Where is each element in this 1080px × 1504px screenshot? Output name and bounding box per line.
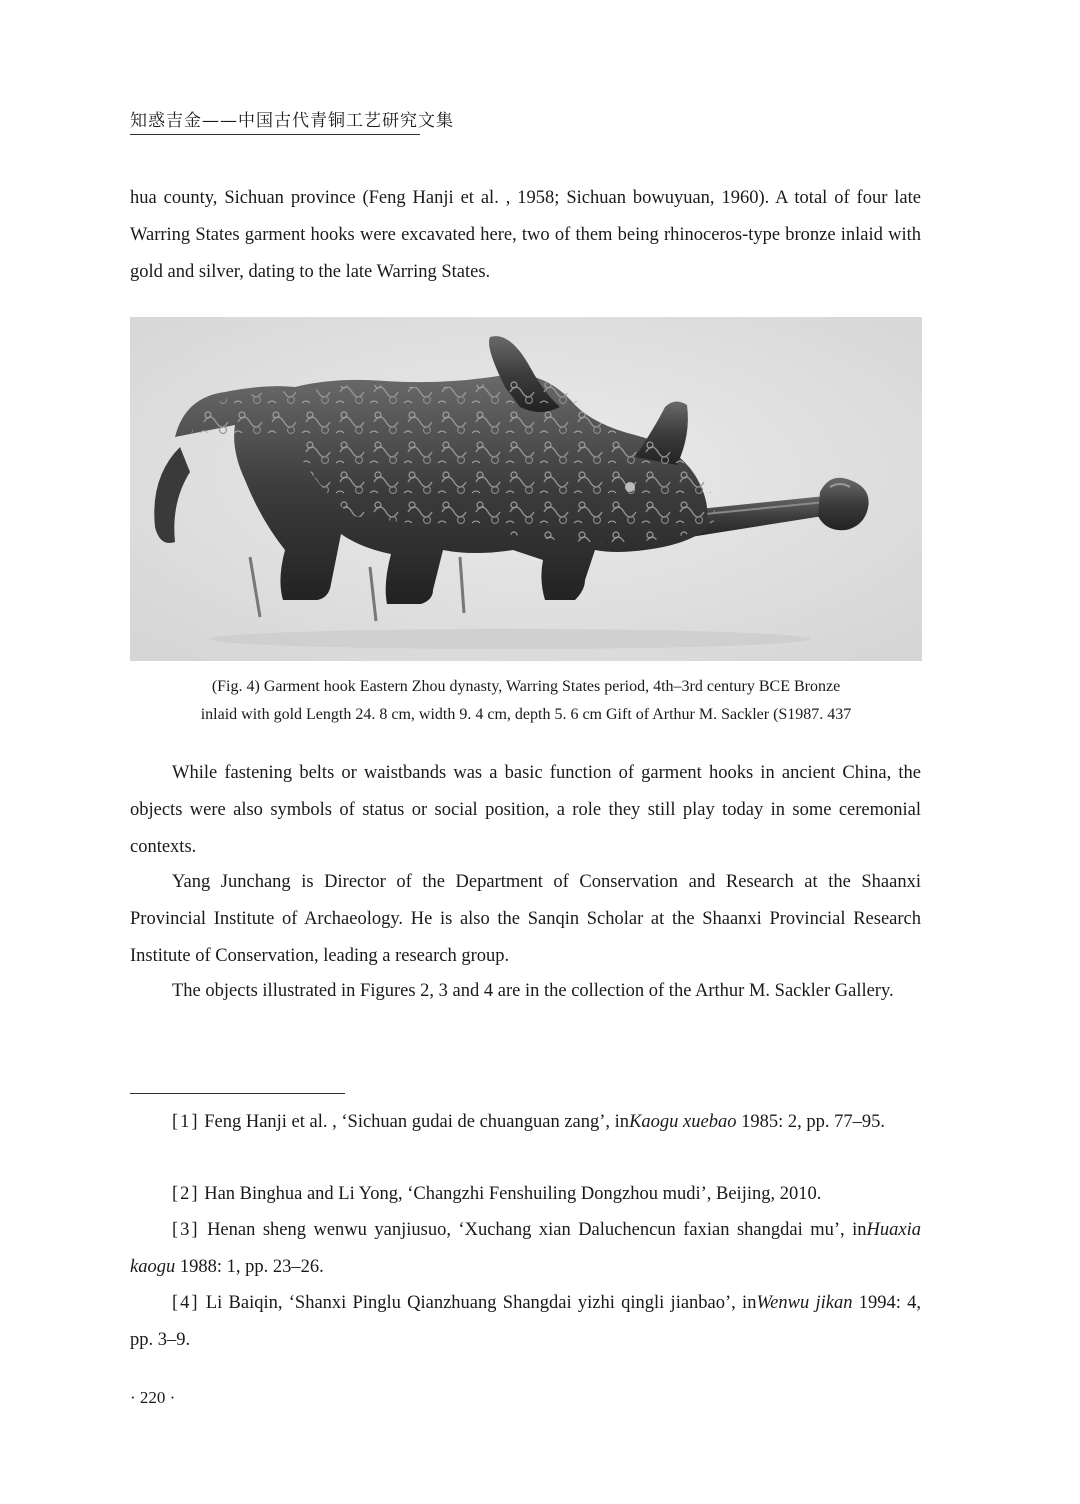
paragraph-continuation: hua county, Sichuan province (Feng Hanji et al. , 1958; Sichuan bowuyuan, 1960). A total of four late Warring States garment hooks were excavated here, two of them being rhinoceros-type bronze inlaid with gold and silver, dating to the late Warring States. xyxy=(130,188,921,282)
paragraph-author-bio: Yang Junchang is Director of the Department of Conservation and Research at the Shaanxi Provincial Institute of Archaeology. He is also the Sanqin Scholar at the Shaanxi Provincial Research Institute of Conservation, leading a research group. xyxy=(130,872,921,966)
footnote-4: [4] Li Baiqin, ‘Shanxi Pinglu Qianzhuang Shangdai yizhi qingli jianbao’, inWenwu jikan 1994: 4, pp. 3–9. xyxy=(130,1293,921,1350)
caption-line-1: (Fig. 4) Garment hook Eastern Zhou dynasty, Warring States period, 4th–3rd century BCE Bronze xyxy=(211,678,841,695)
footnote-1: [1] Feng Hanji et al. , ‘Sichuan gudai de chuanguan zang’, inKaogu xuebao 1985: 2, pp. 77–95. xyxy=(172,1112,885,1132)
rhinoceros-hook-image xyxy=(130,317,922,661)
caption-line-2: inlaid with gold Length 24. 8 cm, width 9. 4 cm, depth 5. 6 cm Gift of Arthur M. Sackler (S1987. 437 xyxy=(200,706,852,723)
paragraph-garment-hooks-function: While fastening belts or waistbands was a basic function of garment hooks in ancient China, the objects were also symbols of status or social position, a role they still play today in some ceremonial contexts. xyxy=(130,763,921,857)
figure-rhinoceros-garment-hook xyxy=(130,317,922,661)
figure-caption xyxy=(120,673,932,729)
footnote-2: [2] Han Binghua and Li Yong, ‘Changzhi Fenshuiling Dongzhou mudi’, Beijing, 2010. xyxy=(172,1184,822,1204)
footnote-3: [3] Henan sheng wenwu yanjiusuo, ‘Xuchang xian Daluchencun faxian shangdai mu’, inHuaxia kaogu 1988: 1, pp. 23–26. xyxy=(130,1220,921,1277)
header-rule xyxy=(130,134,420,135)
page-number: · 220 · xyxy=(130,1388,176,1407)
footnote-rule xyxy=(130,1093,345,1094)
running-head: 知惑吉金——中国古代青铜工艺研究文集 xyxy=(130,111,454,131)
paragraph-collection-note: The objects illustrated in Figures 2, 3 and 4 are in the collection of the Arthur M. Sackler Gallery. xyxy=(172,981,894,1001)
